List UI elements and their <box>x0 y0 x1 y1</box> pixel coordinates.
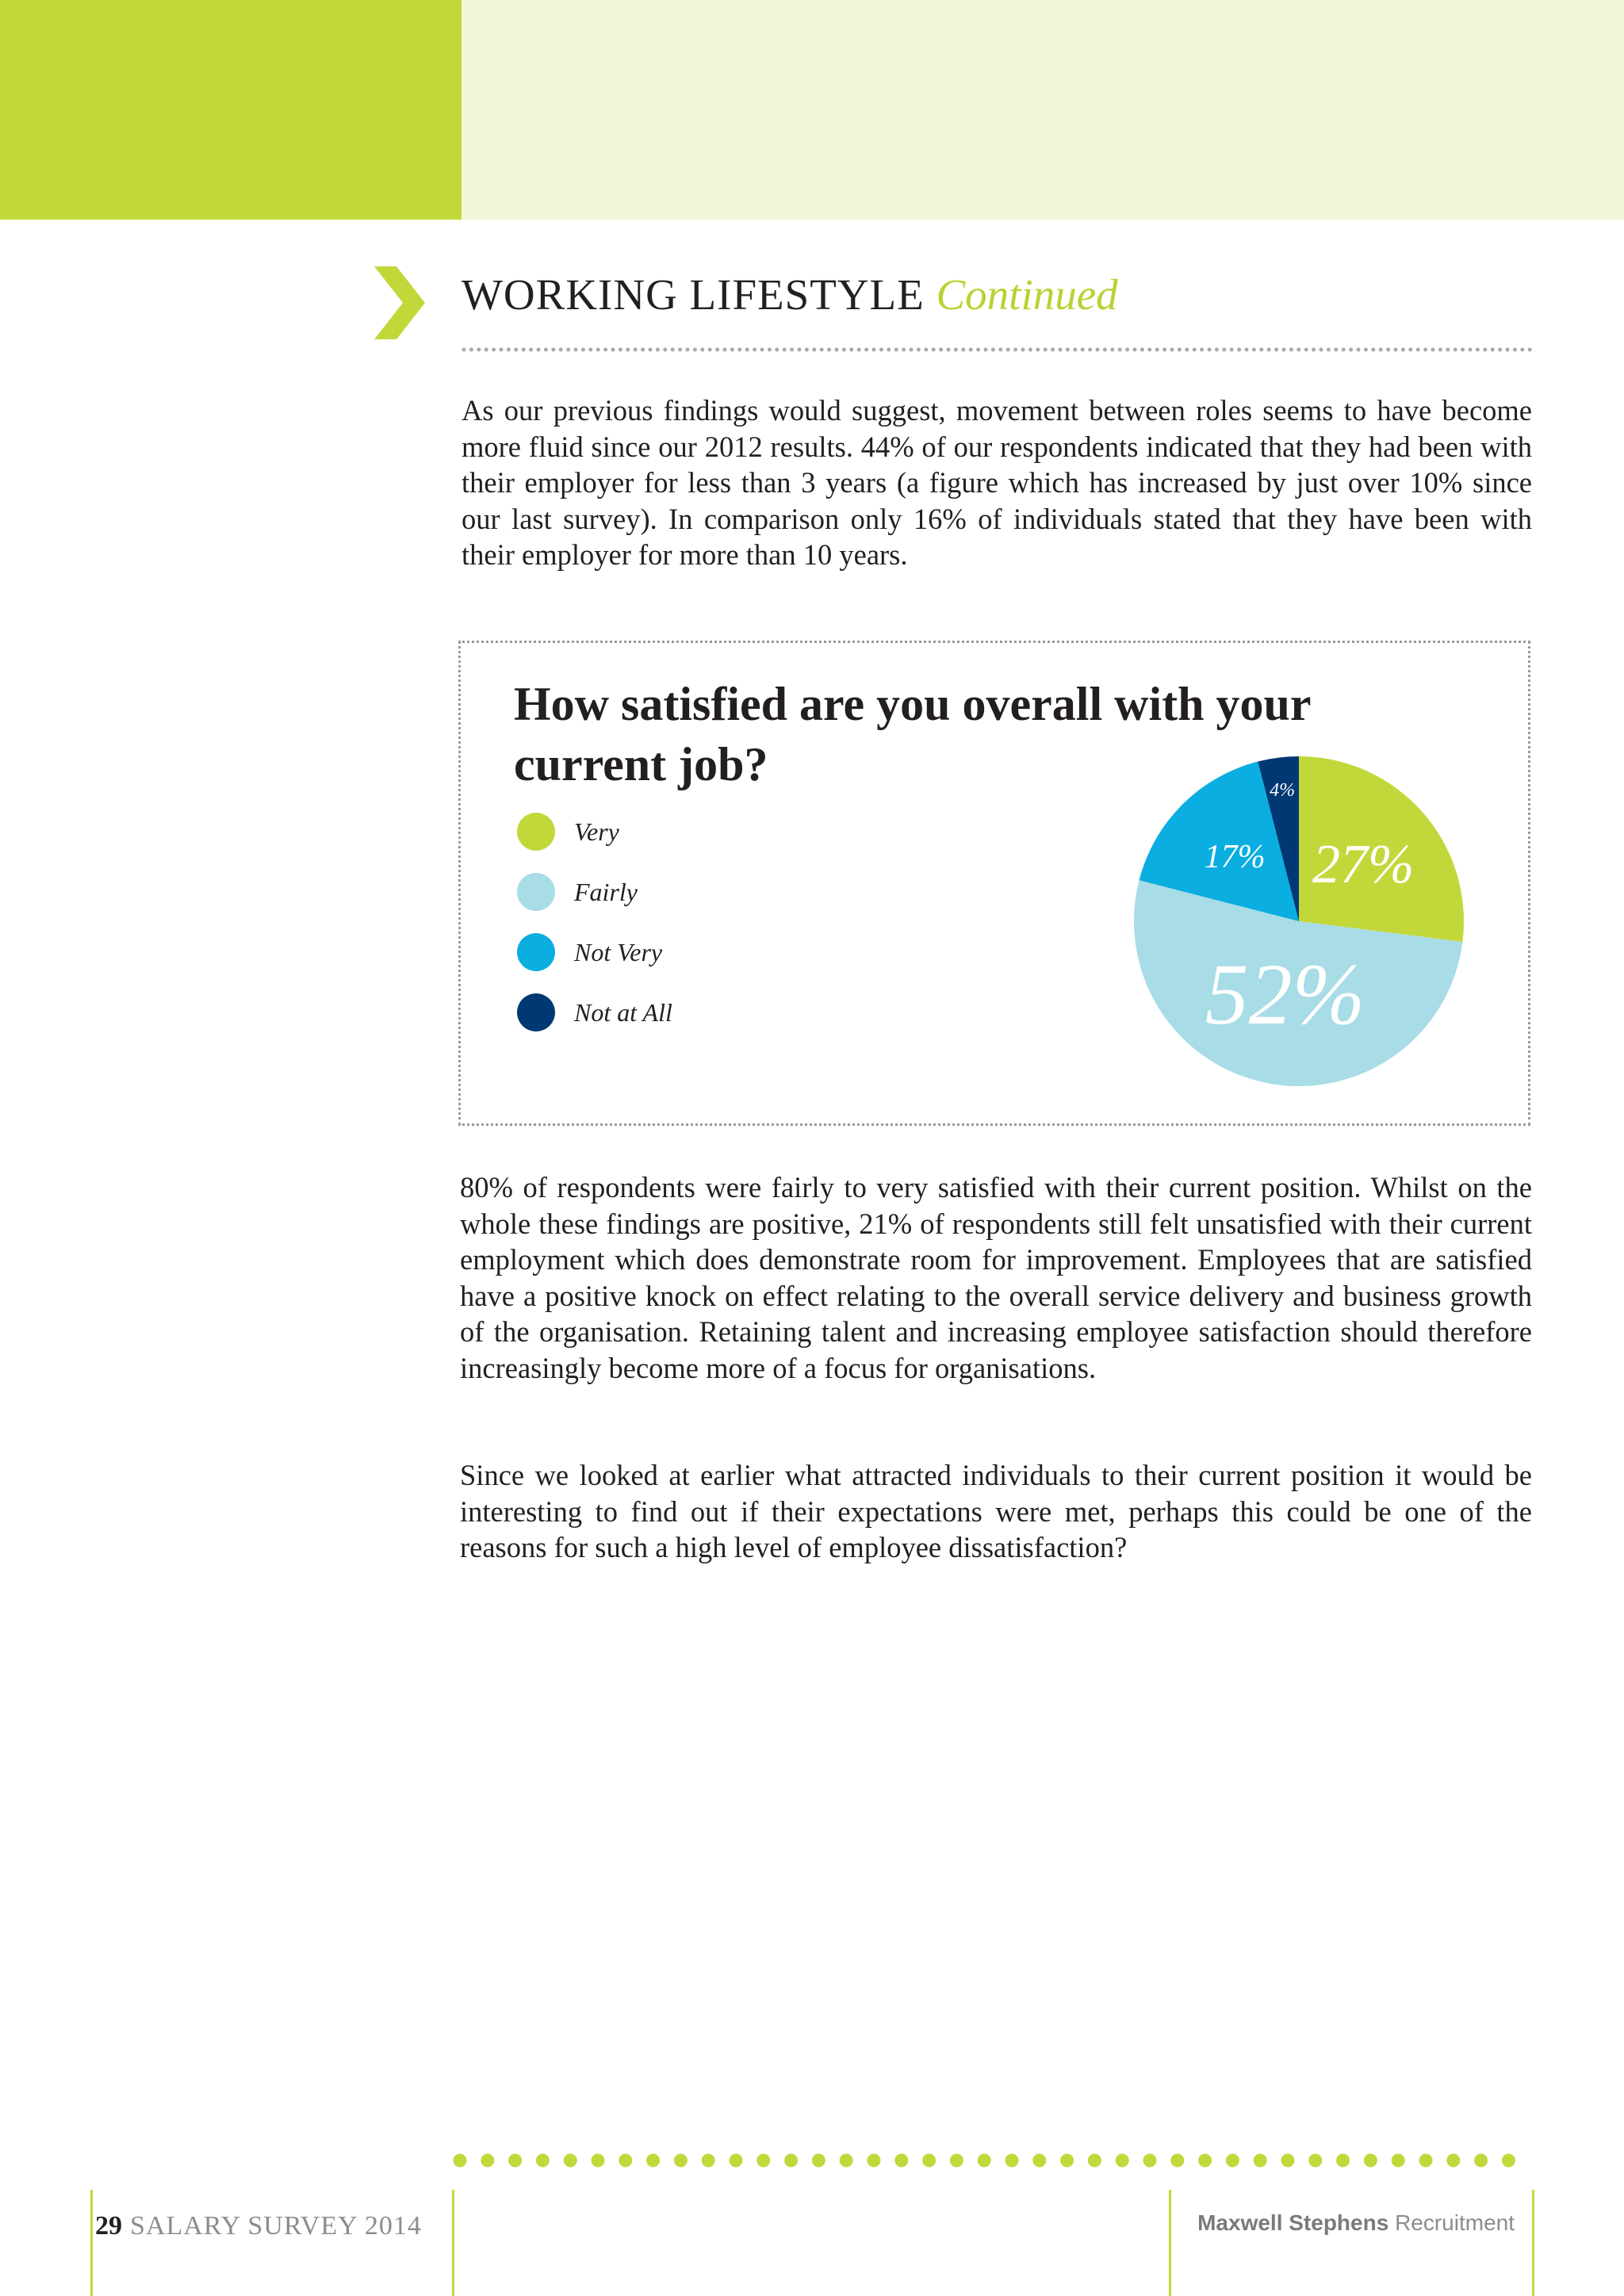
footer-brand <box>1197 2210 1515 2236</box>
section-title-text: WORKING LIFESTYLE <box>462 270 925 319</box>
header-band-accent <box>0 0 462 220</box>
footer-rule <box>452 2190 454 2296</box>
header-band <box>462 0 1624 220</box>
footer-rule <box>1169 2190 1171 2296</box>
pie-value-label: 4% <box>1270 779 1296 801</box>
chart-title: How satisfied are you overall with your current job? <box>514 678 1311 790</box>
legend-swatch-fairly <box>517 873 555 911</box>
body-paragraph: Since we looked at earlier what attracted individuals to their current position it would be interesting to find out if their expectations were met, perhaps this could be one of the reasons for such a high level of employee dissatisfaction? <box>460 1459 1532 1563</box>
page-number: 29 <box>95 2211 122 2241</box>
legend-item-fairly <box>517 872 638 912</box>
pie-value-label: 17% <box>1204 839 1266 876</box>
intro-paragraph: As our previous findings would suggest, movement between roles seems to have become more fluid since our 2012 results. 44% of our respondents indicated that they had been with their employer for less than 3 years (a figure which has increased by just over 10% since our last survey). In comparison only 16% of individuals stated that they have been with their employer for more than 10 years. <box>462 394 1532 571</box>
legend-label: Very <box>574 817 619 846</box>
legend-label: Not at All <box>574 997 672 1027</box>
footer-rule <box>90 2190 93 2296</box>
legend-swatch-not-at-all <box>517 993 555 1031</box>
footer-publication <box>95 2211 422 2241</box>
body-paragraph: 80% of respondents were fairly to very satisfied with their current position. Whilst on the whole these findings are positive, 21% of respondents still felt unsatisfied with their current employment which does demonstrate room for improvement. Employees that are satisfied have a positive knock on effect relating to the overall service delivery and business growth of the organisation. Retaining talent and increasing employee satisfaction should therefore increasingly become more of a focus for organisations. <box>460 1171 1532 1384</box>
legend-item-not-very <box>517 932 662 972</box>
publication-title: SALARY SURVEY 2014 <box>130 2211 422 2241</box>
dotted-divider <box>462 346 1538 354</box>
legend-item-very <box>517 812 619 851</box>
section-title <box>462 270 1118 320</box>
pie-chart <box>1132 755 1465 1088</box>
legend-label: Not Very <box>574 937 663 966</box>
pie-value-label: 52% <box>1205 945 1365 1043</box>
legend-swatch-very <box>517 813 555 851</box>
pie-value-label: 27% <box>1312 833 1415 895</box>
green-dotted-divider <box>450 2152 1545 2169</box>
legend-swatch-not-very <box>517 933 555 971</box>
legend-label: Fairly <box>574 877 638 906</box>
brand-suffix: Recruitment <box>1395 2210 1515 2235</box>
brand-name: Maxwell Stephens <box>1197 2210 1389 2235</box>
chevron-right-icon <box>374 266 425 339</box>
section-title-suffix: Continued <box>936 270 1118 319</box>
footer-rule <box>1532 2190 1534 2296</box>
legend-item-not-at-all <box>517 993 672 1032</box>
